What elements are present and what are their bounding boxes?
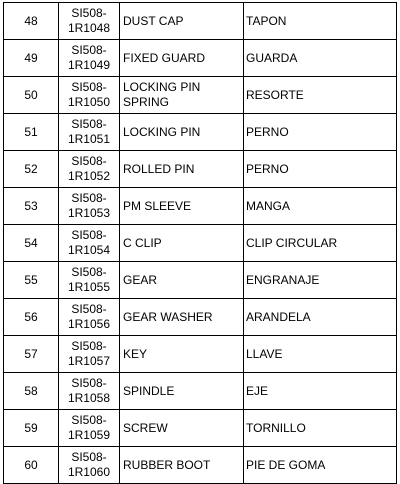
spanish-name-cell: ARANDELA xyxy=(244,299,397,336)
part-code-prefix: SI508- xyxy=(71,117,107,131)
item-number-cell: 57 xyxy=(4,336,59,373)
item-number-cell: 51 xyxy=(4,114,59,151)
english-name-cell xyxy=(120,77,244,114)
english-name-cell xyxy=(120,188,244,225)
part-code-cell xyxy=(59,447,120,484)
english-name-line: FIXED GUARD xyxy=(123,50,206,65)
parts-table xyxy=(3,2,397,484)
english-name-cell xyxy=(120,336,244,373)
part-code-suffix: 1R1052 xyxy=(67,169,111,183)
part-code-suffix: 1R1058 xyxy=(67,391,111,405)
table-row xyxy=(4,77,397,114)
part-code-cell xyxy=(59,188,120,225)
part-code-prefix: SI508- xyxy=(71,339,107,353)
item-number-cell: 59 xyxy=(4,410,59,447)
part-code-prefix: SI508- xyxy=(71,80,107,94)
english-name-line: SCREW xyxy=(123,420,168,435)
part-code-suffix: 1R1053 xyxy=(67,206,111,220)
item-number-cell: 53 xyxy=(4,188,59,225)
item-number-cell: 50 xyxy=(4,77,59,114)
part-code-suffix: 1R1056 xyxy=(67,317,111,331)
part-code-cell xyxy=(59,410,120,447)
part-code-cell xyxy=(59,336,120,373)
item-number-cell: 54 xyxy=(4,225,59,262)
english-name-line: PM SLEEVE xyxy=(123,198,192,213)
part-code-prefix: SI508- xyxy=(71,450,107,464)
english-name-cell xyxy=(120,40,244,77)
part-code-prefix: SI508- xyxy=(71,413,107,427)
spanish-name-cell: EJE xyxy=(244,373,397,410)
part-code-cell xyxy=(59,151,120,188)
spanish-name-cell: PIE DE GOMA xyxy=(244,447,397,484)
part-code-cell xyxy=(59,225,120,262)
english-name-cell xyxy=(120,410,244,447)
part-code-prefix: SI508- xyxy=(71,6,107,20)
table-row xyxy=(4,151,397,188)
item-number-cell: 49 xyxy=(4,40,59,77)
item-number-cell: 60 xyxy=(4,447,59,484)
english-name-cell xyxy=(120,373,244,410)
part-code-suffix: 1R1051 xyxy=(67,132,111,146)
spanish-name-cell: PERNO xyxy=(244,151,397,188)
table-row xyxy=(4,373,397,410)
english-name-line: SPINDLE xyxy=(123,383,175,398)
english-name-cell xyxy=(120,299,244,336)
spanish-name-cell: TORNILLO xyxy=(244,410,397,447)
part-code-prefix: SI508- xyxy=(71,265,107,279)
part-code-cell xyxy=(59,77,120,114)
english-name-cell xyxy=(120,114,244,151)
spanish-name-cell: TAPON xyxy=(244,3,397,40)
part-code-cell xyxy=(59,40,120,77)
spanish-name-cell: MANGA xyxy=(244,188,397,225)
english-name-cell xyxy=(120,262,244,299)
part-code-suffix: 1R1054 xyxy=(67,243,111,257)
english-name-line: DUST CAP xyxy=(123,13,184,28)
english-name-cell xyxy=(120,447,244,484)
english-name-line: GEAR xyxy=(123,272,158,287)
spanish-name-cell: GUARDA xyxy=(244,40,397,77)
english-name-line: LOCKING PIN xyxy=(123,124,201,139)
part-code-prefix: SI508- xyxy=(71,376,107,390)
spanish-name-cell: LLAVE xyxy=(244,336,397,373)
spanish-name-cell: ENGRANAJE xyxy=(244,262,397,299)
item-number-cell: 52 xyxy=(4,151,59,188)
item-number-cell: 58 xyxy=(4,373,59,410)
part-code-suffix: 1R1048 xyxy=(67,21,111,35)
part-code-suffix: 1R1055 xyxy=(67,280,111,294)
table-row xyxy=(4,262,397,299)
table-row xyxy=(4,410,397,447)
part-code-prefix: SI508- xyxy=(71,191,107,205)
part-code-suffix: 1R1050 xyxy=(67,95,111,109)
english-name-cell xyxy=(120,225,244,262)
english-name-line: KEY xyxy=(123,346,148,361)
english-name-line: SPRING xyxy=(123,95,170,109)
part-code-suffix: 1R1049 xyxy=(67,58,111,72)
english-name-line: C CLIP xyxy=(123,235,162,250)
table-row xyxy=(4,225,397,262)
part-code-prefix: SI508- xyxy=(71,154,107,168)
spanish-name-cell: PERNO xyxy=(244,114,397,151)
item-number-cell: 48 xyxy=(4,3,59,40)
part-code-suffix: 1R1059 xyxy=(67,428,111,442)
english-name-line: ROLLED PIN xyxy=(123,161,195,176)
item-number-cell: 56 xyxy=(4,299,59,336)
part-code-cell xyxy=(59,114,120,151)
part-code-suffix: 1R1057 xyxy=(67,354,111,368)
english-name-line: LOCKING PIN xyxy=(123,80,201,94)
part-code-prefix: SI508- xyxy=(71,43,107,57)
table-row xyxy=(4,40,397,77)
part-code-prefix: SI508- xyxy=(71,228,107,242)
part-code-cell xyxy=(59,299,120,336)
part-code-cell xyxy=(59,373,120,410)
item-number-cell: 55 xyxy=(4,262,59,299)
table-row xyxy=(4,3,397,40)
table-row xyxy=(4,299,397,336)
english-name-cell xyxy=(120,151,244,188)
part-code-cell xyxy=(59,262,120,299)
table-row xyxy=(4,188,397,225)
table-row xyxy=(4,447,397,484)
spanish-name-cell: RESORTE xyxy=(244,77,397,114)
part-code-suffix: 1R1060 xyxy=(67,465,111,479)
spanish-name-cell: CLIP CIRCULAR xyxy=(244,225,397,262)
english-name-cell xyxy=(120,3,244,40)
part-code-prefix: SI508- xyxy=(71,302,107,316)
part-code-cell xyxy=(59,3,120,40)
english-name-line: RUBBER BOOT xyxy=(123,457,211,472)
english-name-line: GEAR WASHER xyxy=(123,309,213,324)
table-row xyxy=(4,336,397,373)
table-row xyxy=(4,114,397,151)
parts-table-body xyxy=(4,3,397,484)
